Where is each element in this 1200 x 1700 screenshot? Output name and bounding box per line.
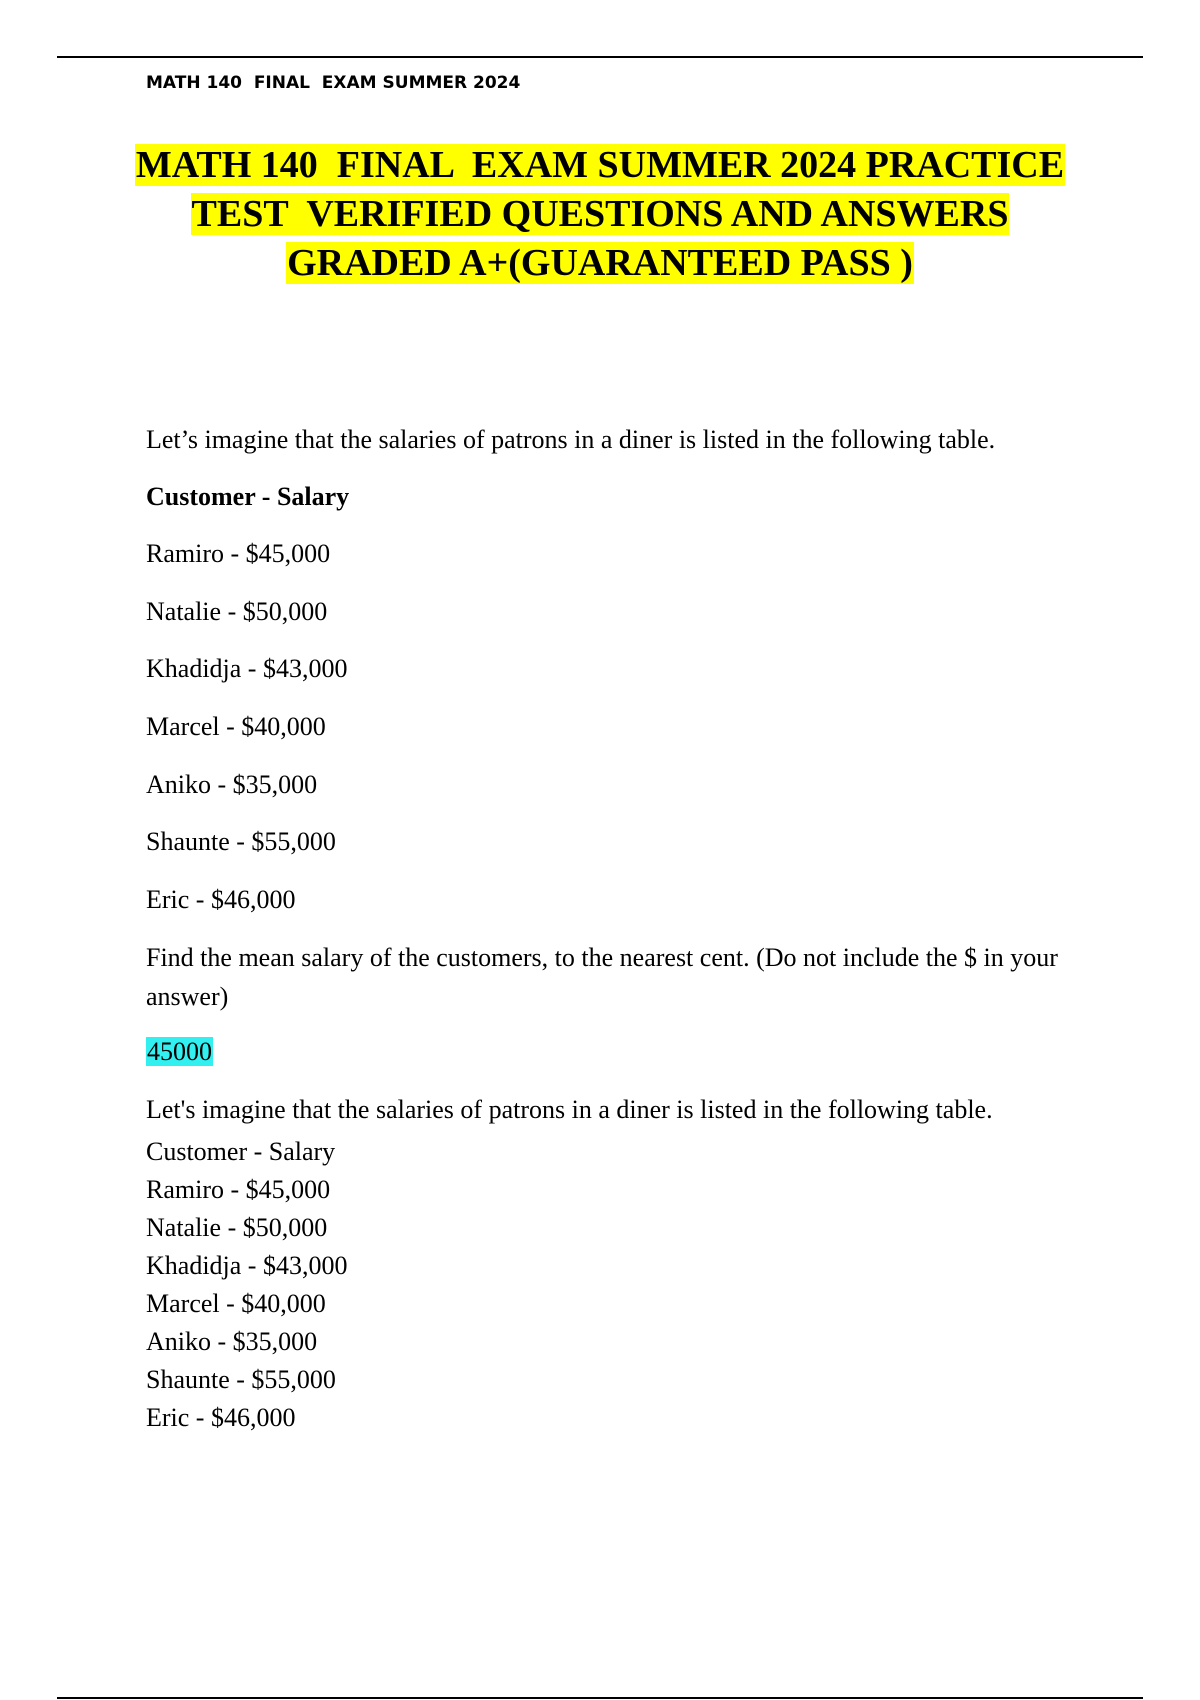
title-line: GRADED A+(GUARANTEED PASS )	[287, 242, 913, 284]
footer-rule	[57, 1697, 1143, 1699]
title-line: MATH 140 FINAL EXAM SUMMER 2024 PRACTICE	[135, 144, 1065, 186]
question1-row: Aniko - $35,000	[146, 770, 318, 799]
question1-row: Natalie - $50,000	[146, 597, 328, 626]
question2-row: Eric - $46,000	[146, 1403, 296, 1432]
running-header: MATH 140 FINAL EXAM SUMMER 2024	[146, 73, 521, 93]
question2-table-header: Customer - Salary	[146, 1137, 336, 1166]
question2-row: Ramiro - $45,000	[146, 1175, 331, 1204]
question2-row: Aniko - $35,000	[146, 1327, 318, 1356]
question2-row: Natalie - $50,000	[146, 1213, 328, 1242]
question1-answer	[146, 1037, 213, 1067]
header-rule	[57, 56, 1143, 58]
question1-row: Eric - $46,000	[146, 885, 296, 914]
question1-table-header: Customer - Salary	[146, 482, 350, 511]
title-line: TEST VERIFIED QUESTIONS AND ANSWERS	[191, 193, 1009, 235]
question1-intro: Let’s imagine that the salaries of patrons in a diner is listed in the following table.	[146, 425, 996, 454]
question1-row: Shaunte - $55,000	[146, 827, 336, 856]
question1-prompt: Find the mean salary of the customers, to the nearest cent. (Do not include the $ in your answer)	[146, 943, 1058, 1011]
question1-row: Khadidja - $43,000	[146, 654, 348, 683]
question2-row: Khadidja - $43,000	[146, 1251, 348, 1280]
question2-row: Marcel - $40,000	[146, 1289, 326, 1318]
answer-highlight: 45000	[147, 1037, 212, 1066]
question2-intro: Let's imagine that the salaries of patrons in a diner is listed in the following table.	[146, 1095, 993, 1124]
question1-row: Marcel - $40,000	[146, 712, 326, 741]
question2-row: Shaunte - $55,000	[146, 1365, 336, 1394]
question2-table	[146, 1133, 347, 1437]
document-title	[100, 141, 1100, 288]
question1-row: Ramiro - $45,000	[146, 539, 331, 568]
